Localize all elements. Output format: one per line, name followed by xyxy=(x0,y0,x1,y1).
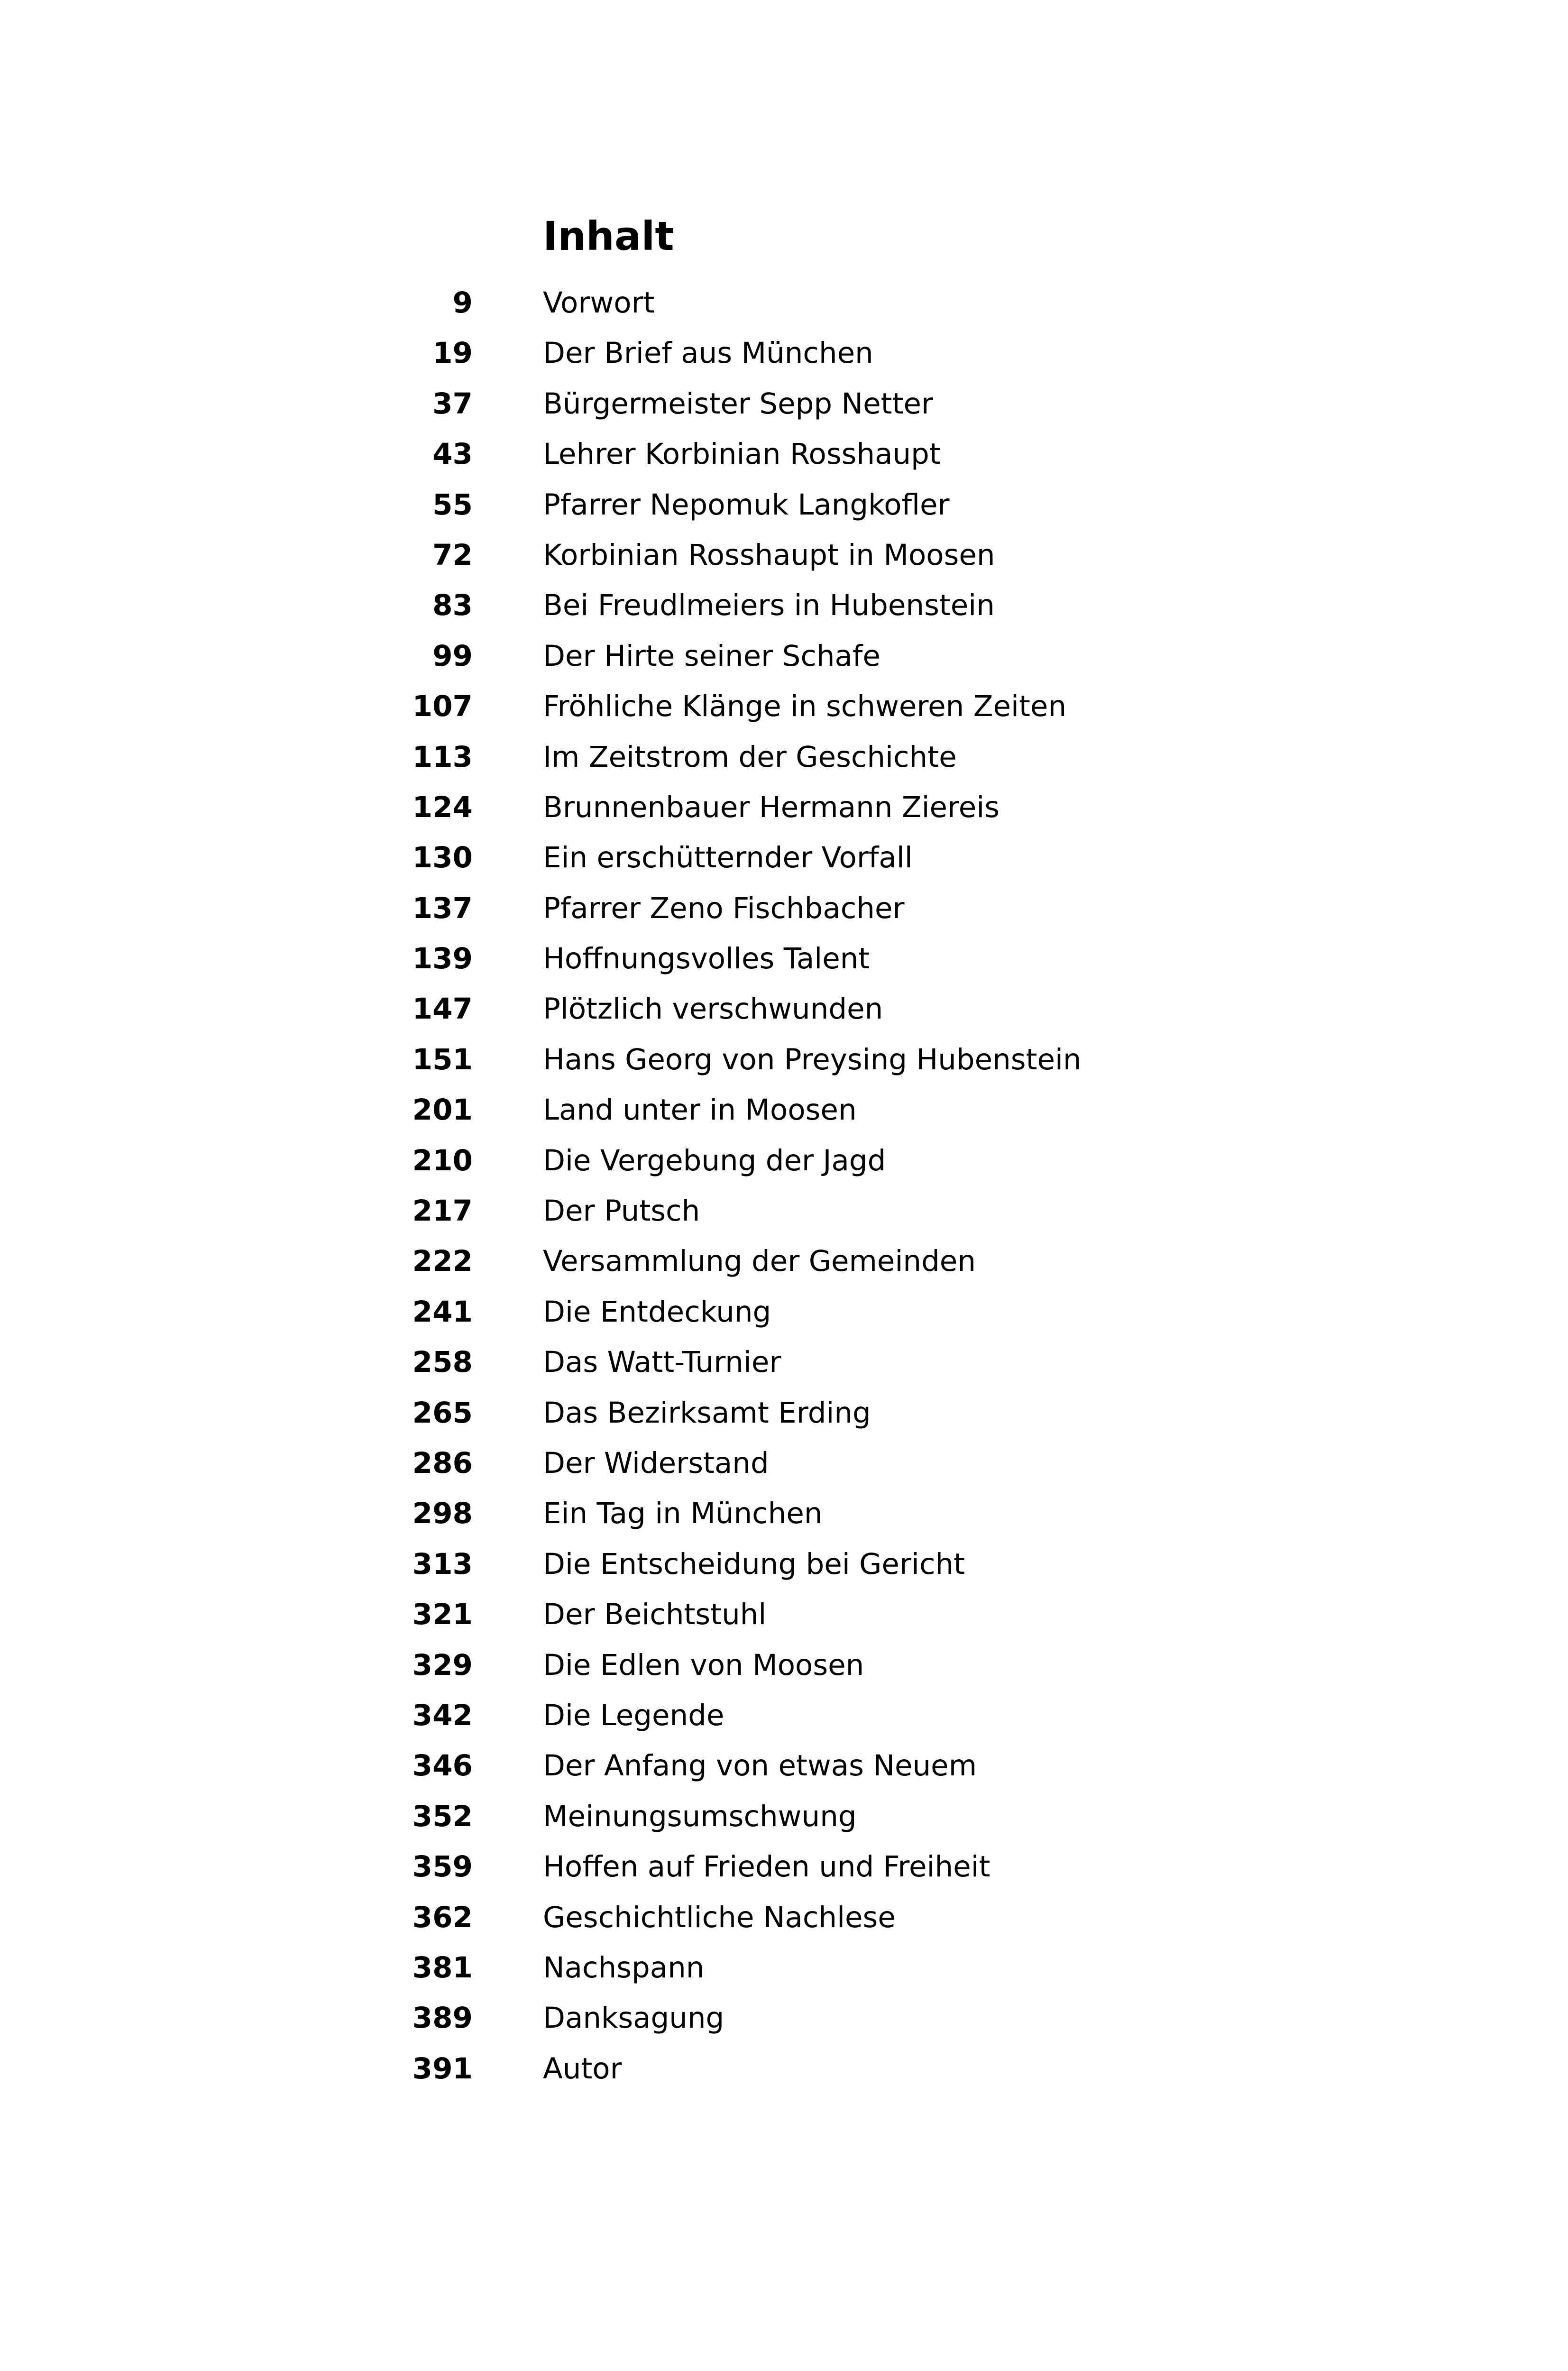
toc-page-number: 139 xyxy=(412,942,473,976)
toc-page-number: 137 xyxy=(412,891,473,925)
toc-entry xyxy=(0,379,1568,429)
toc-chapter-title: Hoffnungsvolles Talent xyxy=(543,942,870,976)
toc-chapter-title: Geschichtliche Nachlese xyxy=(543,1900,896,1934)
toc-page-number: 37 xyxy=(432,386,473,421)
toc-page-number: 147 xyxy=(412,992,473,1026)
toc-entry xyxy=(0,580,1568,631)
toc-page-number: 265 xyxy=(412,1396,473,1430)
toc-entry xyxy=(0,2044,1568,2094)
toc-page-number: 321 xyxy=(412,1598,473,1632)
toc-chapter-title: Die Legende xyxy=(543,1698,724,1732)
toc-page-number: 298 xyxy=(412,1497,473,1531)
toc-page-number: 151 xyxy=(412,1042,473,1076)
toc-entry xyxy=(0,631,1568,681)
toc-chapter-title: Der Brief aus München xyxy=(543,336,873,370)
toc-entry xyxy=(0,883,1568,934)
toc-entry xyxy=(0,1489,1568,1539)
toc-entry xyxy=(0,480,1568,530)
toc-page-number: 55 xyxy=(432,487,473,522)
toc-page-number: 19 xyxy=(432,336,473,370)
toc-page-number: 313 xyxy=(412,1547,473,1581)
toc-heading: Inhalt xyxy=(543,213,674,259)
toc-entry xyxy=(0,530,1568,580)
toc-page-number: 83 xyxy=(432,588,473,623)
toc-entry xyxy=(0,782,1568,833)
toc-chapter-title: Danksagung xyxy=(543,2001,724,2035)
toc-entry xyxy=(0,1337,1568,1388)
toc-page-number: 113 xyxy=(412,740,473,774)
toc-page-number: 43 xyxy=(432,437,473,471)
toc-page-number: 9 xyxy=(452,286,473,320)
toc-page-number: 329 xyxy=(412,1648,473,1682)
toc-page-number: 258 xyxy=(412,1345,473,1379)
toc-chapter-title: Land unter in Moosen xyxy=(543,1093,857,1127)
toc-chapter-title: Im Zeitstrom der Geschichte xyxy=(543,740,957,774)
toc-page-number: 130 xyxy=(412,841,473,875)
toc-page-number: 346 xyxy=(412,1749,473,1783)
toc-chapter-title: Bei Freudlmeiers in Hubenstein xyxy=(543,588,995,623)
table-of-contents xyxy=(0,278,1568,2094)
toc-page-number: 217 xyxy=(412,1194,473,1228)
toc-chapter-title: Hoffen auf Frieden und Freiheit xyxy=(543,1850,990,1884)
toc-chapter-title: Bürgermeister Sepp Netter xyxy=(543,386,934,421)
toc-chapter-title: Korbinian Rosshaupt in Moosen xyxy=(543,538,995,572)
toc-entry xyxy=(0,1943,1568,1993)
toc-page-number: 222 xyxy=(412,1244,473,1278)
toc-chapter-title: Pfarrer Nepomuk Langkofler xyxy=(543,487,950,522)
toc-entry xyxy=(0,1236,1568,1287)
toc-entry xyxy=(0,1085,1568,1135)
toc-entry xyxy=(0,1388,1568,1438)
toc-entry xyxy=(0,1993,1568,2043)
toc-chapter-title: Die Entdeckung xyxy=(543,1295,771,1329)
toc-page-number: 391 xyxy=(412,2051,473,2086)
toc-entry xyxy=(0,1741,1568,1791)
toc-entry xyxy=(0,732,1568,782)
toc-chapter-title: Plötzlich verschwunden xyxy=(543,992,883,1026)
toc-chapter-title: Der Hirte seiner Schafe xyxy=(543,639,880,673)
toc-entry xyxy=(0,1590,1568,1640)
toc-entry xyxy=(0,1691,1568,1741)
toc-page-number: 362 xyxy=(412,1900,473,1934)
toc-entry xyxy=(0,1035,1568,1085)
toc-chapter-title: Nachspann xyxy=(543,1950,705,1985)
toc-chapter-title: Vorwort xyxy=(543,286,655,320)
toc-chapter-title: Hans Georg von Preysing Hubenstein xyxy=(543,1042,1082,1076)
toc-chapter-title: Die Entscheidung bei Gericht xyxy=(543,1547,965,1581)
toc-entry xyxy=(0,1539,1568,1590)
toc-chapter-title: Brunnenbauer Hermann Ziereis xyxy=(543,790,1000,824)
toc-entry xyxy=(0,1792,1568,1842)
toc-chapter-title: Das Bezirksamt Erding xyxy=(543,1396,871,1430)
toc-page-number: 241 xyxy=(412,1295,473,1329)
toc-entry xyxy=(0,429,1568,479)
toc-chapter-title: Der Anfang von etwas Neuem xyxy=(543,1749,977,1783)
toc-page-number: 99 xyxy=(432,639,473,673)
toc-page-number: 107 xyxy=(412,689,473,724)
toc-chapter-title: Meinungsumschwung xyxy=(543,1799,857,1833)
toc-chapter-title: Der Beichtstuhl xyxy=(543,1598,767,1632)
toc-entry xyxy=(0,1438,1568,1489)
toc-chapter-title: Pfarrer Zeno Fischbacher xyxy=(543,891,905,925)
toc-entry xyxy=(0,1136,1568,1186)
toc-chapter-title: Die Vergebung der Jagd xyxy=(543,1143,886,1177)
toc-entry xyxy=(0,1640,1568,1691)
toc-entry xyxy=(0,1186,1568,1236)
toc-entry xyxy=(0,833,1568,883)
toc-chapter-title: Das Watt-Turnier xyxy=(543,1345,781,1379)
toc-page-number: 389 xyxy=(412,2001,473,2035)
toc-chapter-title: Der Putsch xyxy=(543,1194,700,1228)
toc-page-number: 124 xyxy=(412,790,473,824)
toc-entry xyxy=(0,278,1568,328)
toc-page-number: 342 xyxy=(412,1698,473,1732)
toc-page-number: 381 xyxy=(412,1950,473,1985)
toc-entry xyxy=(0,328,1568,378)
toc-chapter-title: Die Edlen von Moosen xyxy=(543,1648,864,1682)
toc-entry xyxy=(0,934,1568,984)
toc-page-number: 72 xyxy=(432,538,473,572)
toc-entry xyxy=(0,1287,1568,1337)
toc-chapter-title: Ein Tag in München xyxy=(543,1497,823,1531)
toc-entry xyxy=(0,681,1568,732)
toc-page-number: 201 xyxy=(412,1093,473,1127)
toc-entry xyxy=(0,1842,1568,1892)
toc-chapter-title: Fröhliche Klänge in schweren Zeiten xyxy=(543,689,1067,724)
toc-chapter-title: Ein erschütternder Vorfall xyxy=(543,841,913,875)
toc-page-number: 352 xyxy=(412,1799,473,1833)
toc-chapter-title: Versammlung der Gemeinden xyxy=(543,1244,976,1278)
toc-page-number: 359 xyxy=(412,1850,473,1884)
toc-page-number: 286 xyxy=(412,1446,473,1480)
toc-chapter-title: Der Widerstand xyxy=(543,1446,769,1480)
toc-entry xyxy=(0,984,1568,1034)
toc-page-number: 210 xyxy=(412,1143,473,1177)
toc-entry xyxy=(0,1893,1568,1943)
toc-chapter-title: Lehrer Korbinian Rosshaupt xyxy=(543,437,941,471)
toc-chapter-title: Autor xyxy=(543,2051,622,2086)
